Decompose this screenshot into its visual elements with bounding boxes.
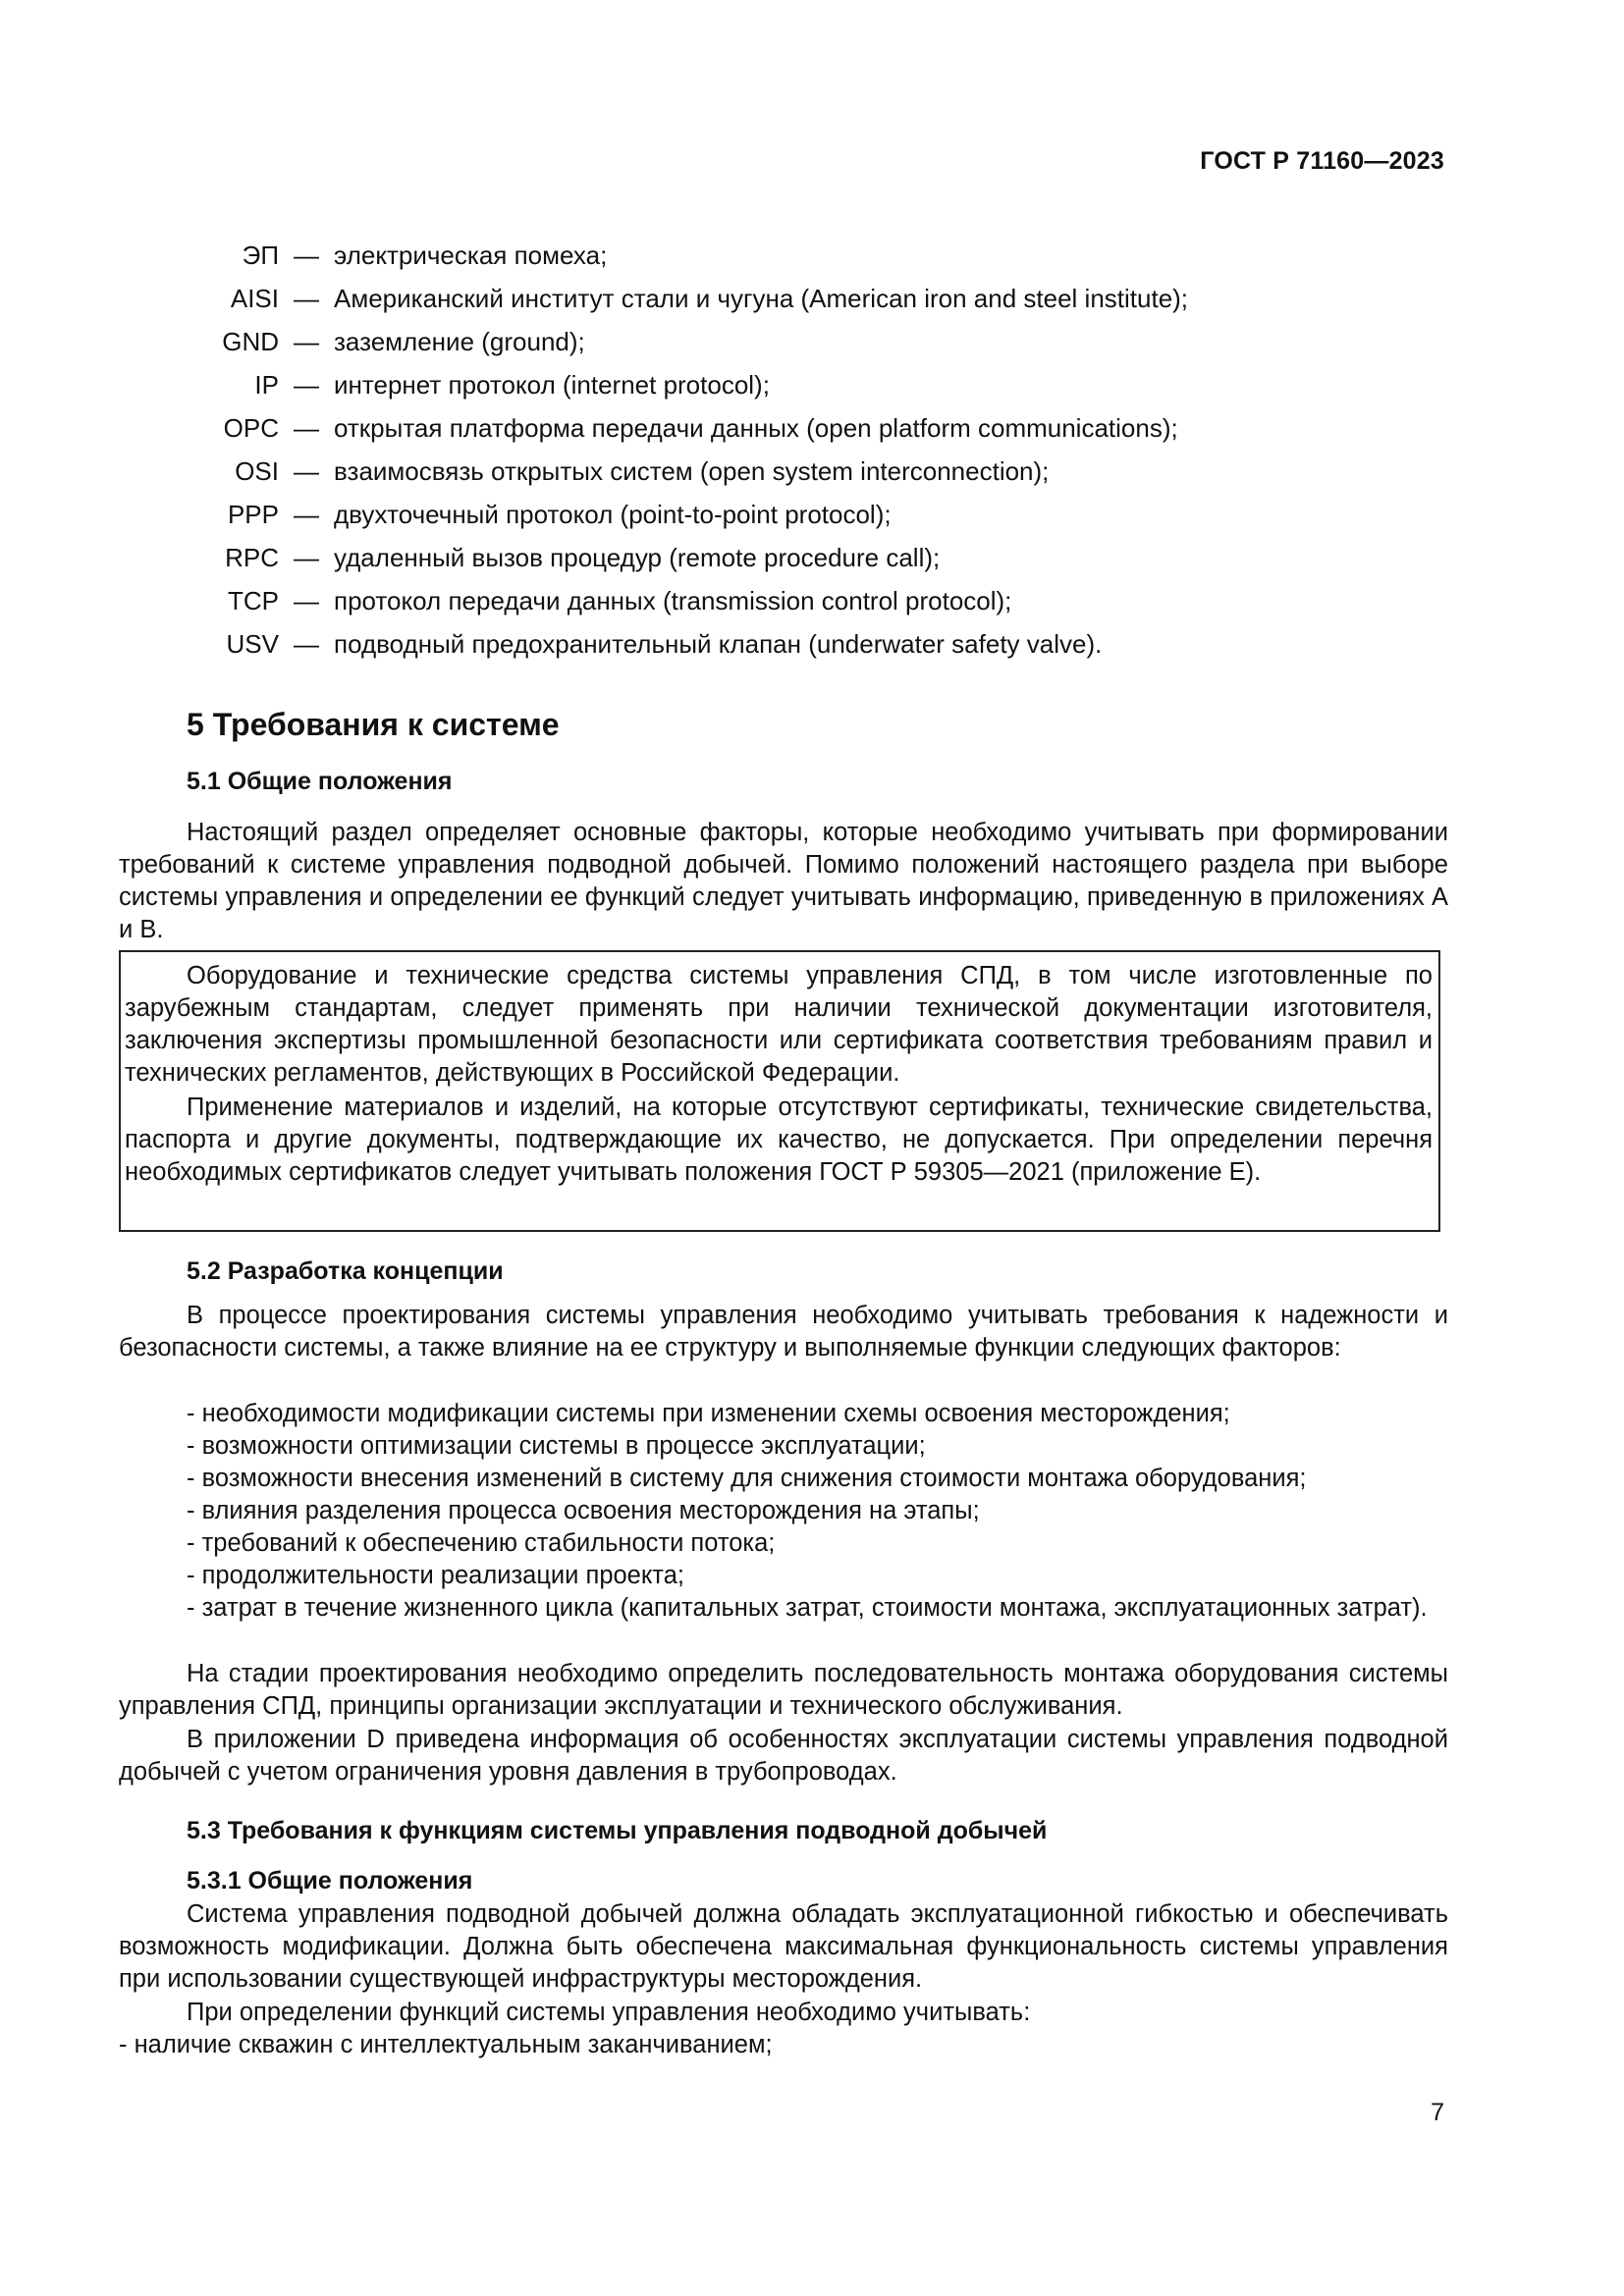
document-header-id: ГОСТ Р 71160—2023 [1200, 147, 1444, 175]
section-5-3-1-paragraph-2: При определении функций системы управления необходимо учитывать: [187, 1999, 1031, 2026]
abbreviation-list [147, 234, 1326, 666]
abbreviation-item [147, 234, 1326, 277]
abbreviation-dash: — [294, 240, 319, 270]
abbreviation-definition: взаимосвязь открытых систем (open system interconnection); [334, 456, 1050, 486]
abbreviation-dash: — [294, 629, 319, 659]
abbreviation-dash: — [294, 413, 319, 443]
abbreviation-term: USV [226, 629, 279, 659]
abbreviation-term: TCP [228, 586, 279, 615]
abbreviation-term: GND [222, 327, 279, 356]
abbreviation-term: ЭП [242, 240, 279, 270]
list-item: - продолжительности реализации проекта; [187, 1562, 684, 1589]
abbreviation-item [147, 363, 1326, 406]
section-5-3-1-heading: 5.3.1 Общие положения [187, 1867, 473, 1895]
abbreviation-dash: — [294, 456, 319, 486]
abbreviation-dash: — [294, 543, 319, 572]
list-item: - наличие скважин с интеллектуальным заканчиванием; [119, 2031, 773, 2058]
abbreviation-definition: электрическая помеха; [334, 240, 608, 270]
abbreviation-item [147, 450, 1326, 493]
abbreviation-definition: двухточечный протокол (point-to-point protocol); [334, 500, 892, 529]
abbreviation-definition: интернет протокол (internet protocol); [334, 370, 770, 400]
list-item: - затрат в течение жизненного цикла (капитальных затрат, стоимости монтажа, эксплуатационных затрат). [187, 1594, 1428, 1622]
abbreviation-item [147, 536, 1326, 579]
abbreviation-term: PPP [227, 500, 279, 529]
abbreviation-item [147, 277, 1326, 320]
note-paragraph-2: Применение материалов и изделий, на которые отсутствуют сертификаты, технические свидетельства, паспорта и другие документы, подтверждающие их качество, не допускается. При определении перечня необходимых сертификатов следует учитывать положения ГОСТ Р 59305—2021 (приложение Е). [125, 1094, 1433, 1186]
abbreviation-definition: подводный предохранительный клапан (underwater safety valve). [334, 629, 1103, 659]
section-5-2-paragraph-1: В процессе проектирования системы управления необходимо учитывать требования к надежности и безопасности системы, а также влияние на ее структуру и выполняемые функции следующих факторов: [119, 1302, 1448, 1362]
abbreviation-definition: Американский институт стали и чугуна (American iron and steel institute); [334, 284, 1189, 313]
abbreviation-dash: — [294, 327, 319, 356]
list-item: - влияния разделения процесса освоения месторождения на этапы; [187, 1497, 980, 1524]
abbreviation-item [147, 493, 1326, 536]
section-5-heading: 5 Требования к системе [187, 707, 560, 742]
section-5-3-heading: 5.3 Требования к функциям системы управления подводной добычей [187, 1817, 1048, 1844]
abbreviation-item [147, 320, 1326, 363]
section-5-2-paragraph-3: В приложении D приведена информация об особенностях эксплуатации системы управления подводной добычей с учетом ограничения уровня давления в трубопроводах. [119, 1726, 1448, 1786]
abbreviation-dash: — [294, 370, 319, 400]
abbreviation-term: AISI [230, 284, 279, 313]
abbreviation-definition: открытая платформа передачи данных (open platform communications); [334, 413, 1178, 443]
abbreviation-dash: — [294, 586, 319, 615]
abbreviation-term: OSI [235, 456, 279, 486]
list-item: - возможности оптимизации системы в процессе эксплуатации; [187, 1432, 926, 1460]
abbreviation-item [147, 622, 1326, 666]
section-5-1-paragraph: Настоящий раздел определяет основные факторы, которые необходимо учитывать при формировании требований к системе управления подводной добычей. Помимо положений настоящего раздела при выборе системы управления и определении ее функций следует учитывать информацию, приведенную в приложениях А и В. [119, 819, 1448, 943]
abbreviation-dash: — [294, 500, 319, 529]
abbreviation-term: IP [254, 370, 279, 400]
list-item: - необходимости модификации системы при изменении схемы освоения месторождения; [187, 1400, 1230, 1427]
section-5-3-1-paragraph-1: Система управления подводной добычей должна обладать эксплуатационной гибкостью и обеспечивать возможность модификации. Должна быть обеспечена максимальная функциональность системы управления при использовании существующей инфраструктуры месторождения. [119, 1900, 1448, 1993]
abbreviation-item [147, 579, 1326, 622]
section-5-2-paragraph-2: На стадии проектирования необходимо определить последовательность монтажа оборудования системы управления СПД, принципы организации эксплуатации и технического обслуживания. [119, 1660, 1448, 1720]
list-item: - возможности внесения изменений в систему для снижения стоимости монтажа оборудования; [187, 1465, 1307, 1492]
section-5-1-heading: 5.1 Общие положения [187, 768, 453, 795]
abbreviation-term: RPC [225, 543, 279, 572]
abbreviation-term: OPC [223, 413, 279, 443]
abbreviation-definition: удаленный вызов процедур (remote procedure call); [334, 543, 941, 572]
abbreviation-definition: заземление (ground); [334, 327, 585, 356]
section-5-2-heading: 5.2 Разработка концепции [187, 1257, 504, 1285]
abbreviation-item [147, 406, 1326, 450]
note-paragraph-1: Оборудование и технические средства системы управления СПД, в том числе изготовленные по зарубежным стандартам, следует применять при наличии технической документации изготовителя, заключения экспертизы промышленной безопасности или сертификата соответствия требованиям правил и технических регламентов, действующих в Российской Федерации. [125, 962, 1433, 1087]
page-number: 7 [1431, 2099, 1444, 2126]
abbreviation-dash: — [294, 284, 319, 313]
list-item: - требований к обеспечению стабильности потока; [187, 1529, 776, 1557]
abbreviation-definition: протокол передачи данных (transmission control protocol); [334, 586, 1012, 615]
